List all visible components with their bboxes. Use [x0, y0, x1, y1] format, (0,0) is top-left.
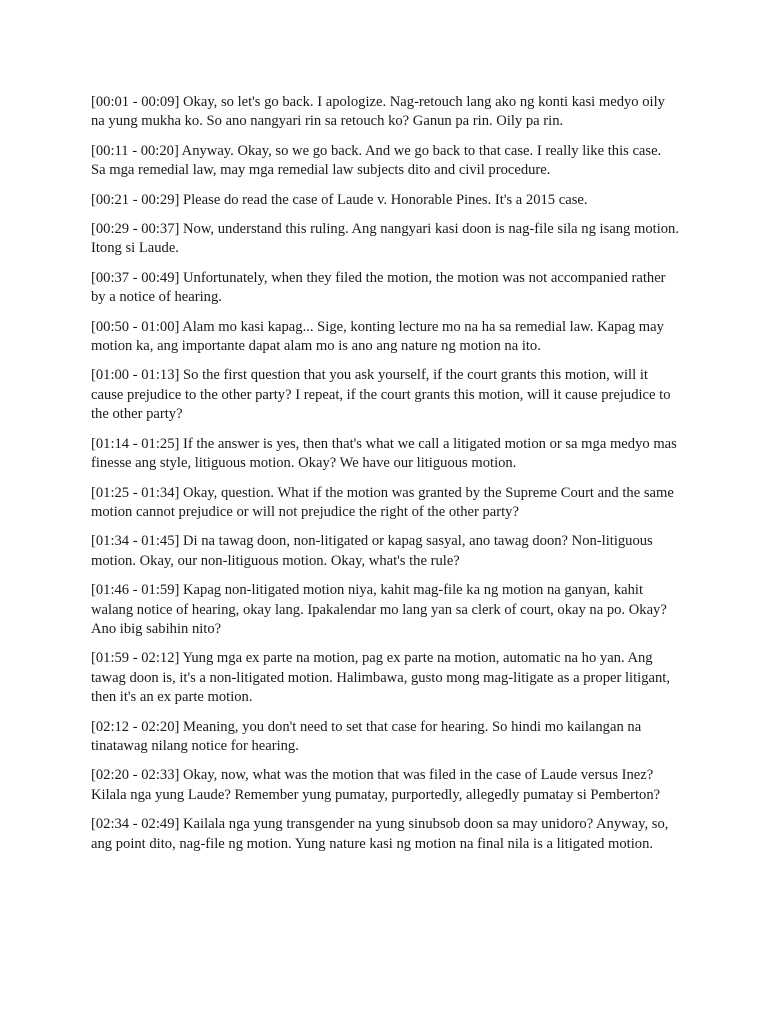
- transcript-paragraph: [00:37 - 00:49] Unfortunately, when they filed the motion, the motion was not accompanied rather by a notice of hearing.: [91, 269, 666, 306]
- transcript-paragraph: [01:46 - 01:59] Kapag non-litigated motion niya, kahit mag-file ka ng motion na ganyan, kahit walang notice of hearing, okay lang. Ipakalendar mo lang yan sa clerk of court, okay na po. Okay? Ano ibig sabihin nito?: [91, 582, 667, 637]
- transcript-paragraph: [01:14 - 01:25] If the answer is yes, then that's what we call a litigated motion or sa mga medyo mas finesse ang style, litiguous motion. Okay? We have our litiguous motion.: [91, 435, 677, 472]
- transcript-paragraph: [02:12 - 02:20] Meaning, you don't need to set that case for hearing. So hindi mo kailangan na tinatawag nilang notice for hearing.: [91, 718, 642, 754]
- transcript-paragraph: [01:25 - 01:34] Okay, question. What if the motion was granted by the Supreme Court and the same motion cannot prejudice or will not prejudice the right of the other party?: [91, 484, 674, 520]
- transcript-paragraph: [01:00 - 01:13] So the first question that you ask yourself, if the court grants this motion, will it cause prejudice to the other party? I repeat, if the court grants this motion, will it cause prejudice to the other party?: [91, 367, 671, 423]
- transcript-paragraph: [00:11 - 00:20] Anyway. Okay, so we go back. And we go back to that case. I really like this case. Sa mga remedial law, may mga remedial law subjects dito and civil procedure.: [91, 142, 662, 179]
- transcript-paragraph: [01:34 - 01:45] Di na tawag doon, non-litigated or kapag sasyal, ano tawag doon? Non-litiguous motion. Okay, our non-litiguous motion. Okay, what's the rule?: [91, 533, 653, 569]
- transcript-paragraph: [01:59 - 02:12] Yung mga ex parte na motion, pag ex parte na motion, automatic na ho yan. Ang tawag doon is, it's a non-litigated motion. Halimbawa, gusto mong mag-litigate as a proper litigant, then it's an ex parte motion.: [91, 650, 670, 706]
- transcript-paragraph: [00:50 - 01:00] Alam mo kasi kapag... Sige, konting lecture mo na ha sa remedial law. Kapag may motion ka, ang importante dapat alam mo is ano ang nature ng motion na ito.: [91, 318, 664, 355]
- transcript-paragraph: [02:20 - 02:33] Okay, now, what was the motion that was filed in the case of Laude versus Inez? Kilala nga yung Laude? Remember yung pumatay, purportedly, allegedly pumatay si Pemberton?: [91, 767, 661, 803]
- transcript-body: [91, 93, 679, 864]
- transcript-paragraph: [00:29 - 00:37] Now, understand this ruling. Ang nangyari kasi doon is nag-file sila ng isang motion. Itong si Laude.: [91, 221, 679, 257]
- transcript-paragraph: [02:34 - 02:49] Kailala nga yung transgender na yung sinubsob doon sa may unidoro? Anyway, so, ang point dito, nag-file ng motion. Yung nature kasi ng motion na final nila is a litigated motion.: [91, 816, 669, 852]
- transcript-paragraph: [00:01 - 00:09] Okay, so let's go back. I apologize. Nag-retouch lang ako ng konti kasi medyo oily na yung mukha ko. So ano nangyari rin sa retouch ko? Ganun pa rin. Oily pa rin.: [91, 94, 665, 130]
- transcript-paragraph: [00:21 - 00:29] Please do read the case of Laude v. Honorable Pines. It's a 2015 case.: [91, 191, 588, 208]
